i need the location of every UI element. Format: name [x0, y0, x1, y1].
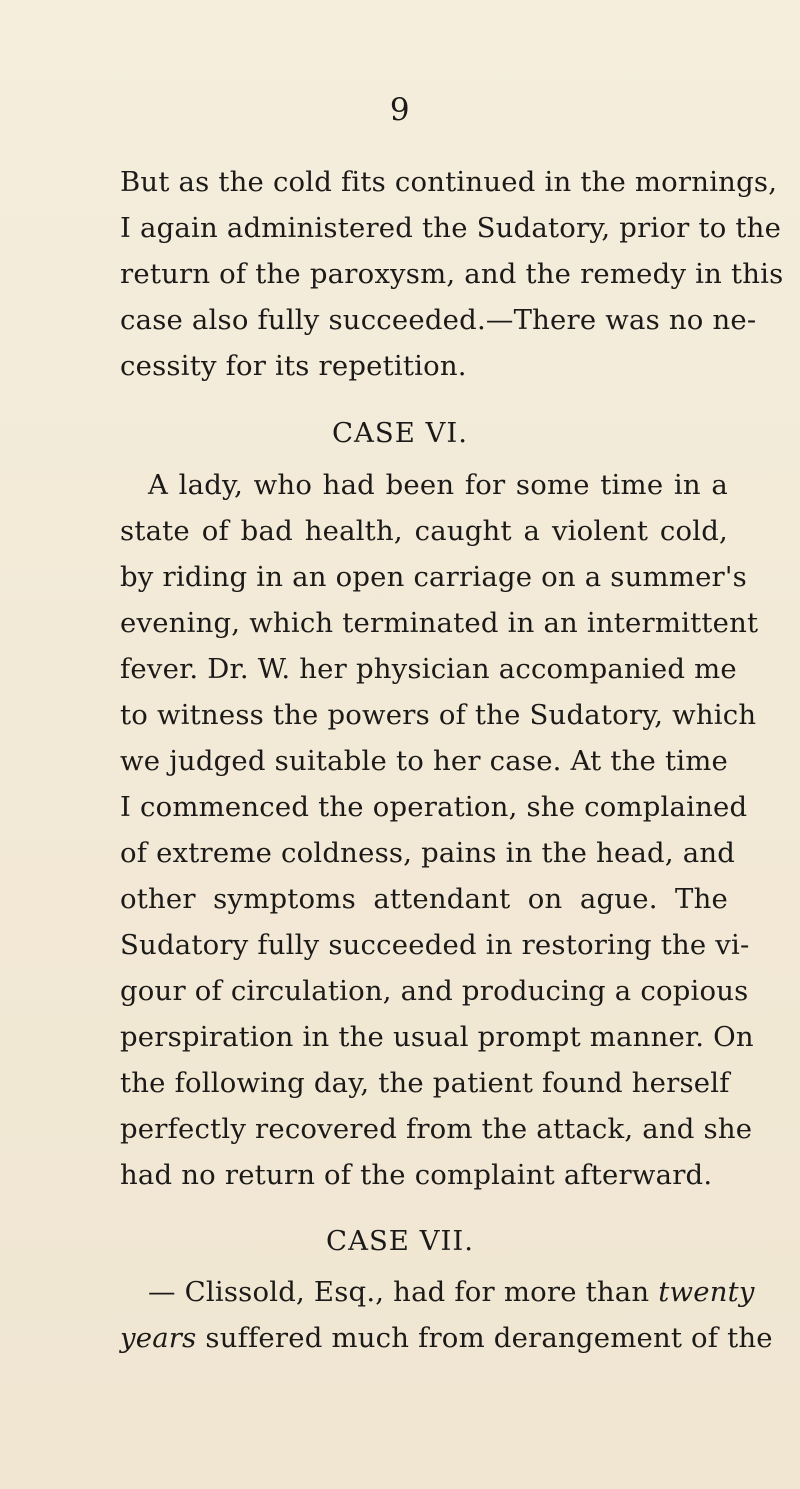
text-line: we judged suitable to her case. At the time	[120, 745, 728, 777]
case-heading: CASE VI.	[331, 417, 469, 449]
page-number: 9	[389, 92, 411, 128]
text-line: I commenced the operation, she complained	[120, 791, 748, 823]
text-line: had no return of the complaint afterward.	[120, 1159, 713, 1191]
italic-text: twenty	[658, 1276, 755, 1308]
text-line: gour of circulation, and producing a copious	[120, 975, 749, 1007]
italic-text: years	[120, 1322, 197, 1354]
text-line: the following day, the patient found herself	[120, 1067, 730, 1099]
text-line: But as the cold fits continued in the mornings,	[120, 166, 778, 198]
text-line: evening, which terminated in an intermittent	[120, 607, 759, 639]
text-line: Sudatory fully succeeded in restoring the vi-	[120, 929, 750, 961]
text-line: state of bad health, caught a violent cold,	[120, 515, 728, 547]
text-line	[148, 1269, 755, 1315]
text-line: perspiration in the usual prompt manner. On	[120, 1021, 754, 1053]
case-heading: CASE VII.	[326, 1225, 474, 1257]
text-span: suffered much from derangement of the	[205, 1322, 773, 1354]
text-line: case also fully succeeded.—There was no ne-	[120, 304, 757, 336]
text-line: to witness the powers of the Sudatory, which	[120, 699, 757, 731]
text-line: I again administered the Sudatory, prior to the	[120, 212, 782, 244]
text-line: fever. Dr. W. her physician accompanied me	[120, 653, 737, 685]
text-line: perfectly recovered from the attack, and she	[120, 1113, 753, 1145]
text-line: by riding in an open carriage on a summer's	[120, 561, 747, 593]
text-line	[120, 1315, 773, 1361]
text-line: A lady, who had been for some time in a	[148, 469, 728, 501]
text-span: — Clissold, Esq., had for more than	[148, 1276, 650, 1308]
text-line: other symptoms attendant on ague. The	[120, 883, 728, 915]
text-line: cessity for its repetition.	[120, 350, 467, 382]
text-line: return of the paroxysm, and the remedy in this	[120, 258, 784, 290]
text-line: of extreme coldness, pains in the head, and	[120, 837, 736, 869]
